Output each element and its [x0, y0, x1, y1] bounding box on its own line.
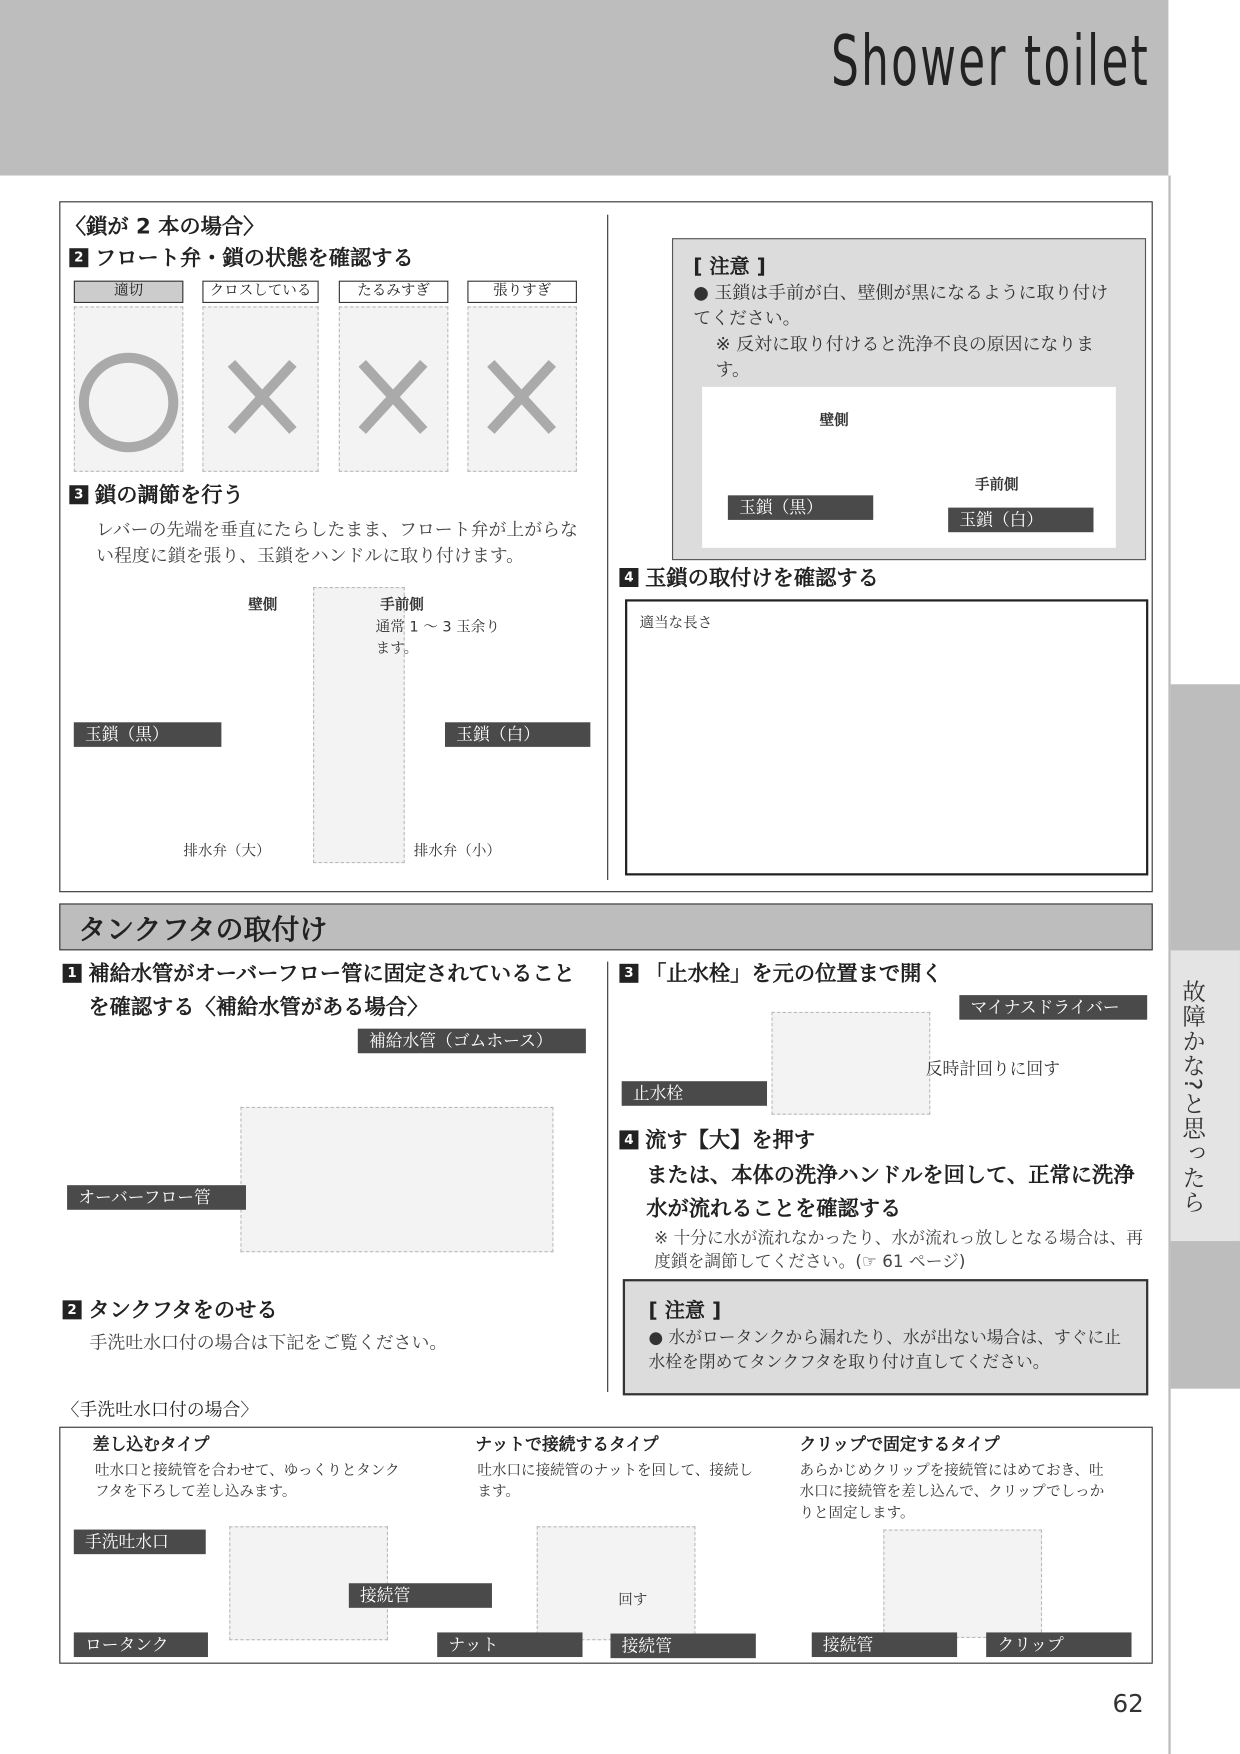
overflow-pipe-illustration [240, 1107, 553, 1252]
caution-white-label: 玉鎖（白） [948, 508, 1093, 533]
step-number: 1 [63, 964, 82, 983]
small-drain-label: 排水弁（小） [413, 843, 501, 860]
step-title: 流す【大】を押す [645, 1128, 816, 1153]
lid-caution-text: ● 水がロータンクから漏れたり、水が出ない場合は、すぐに止水栓を閉めてタンクフタを取り付け直してください。 [648, 1327, 1121, 1372]
step-number: 3 [619, 964, 638, 983]
lid-caution-title: [ 注意 ] [648, 1299, 722, 1323]
chain-length-illustration [625, 599, 1148, 875]
nut-type-title: ナットで接続するタイプ [475, 1434, 659, 1455]
insert-type-text: 吐水口と接続管を合わせて、ゆっくりとタンクフタを下ろして差し込みます。 [95, 1462, 400, 1501]
proper-length-label: 適当な長さ [639, 614, 713, 632]
shower-toilet-logo: Shower toilet [831, 20, 1151, 102]
faucet-spout-label: 手洗吐水口 [74, 1530, 206, 1555]
overflow-pipe-label: オーバーフロー管 [67, 1185, 246, 1210]
lid-section-title: タンクフタの取付け [78, 913, 328, 946]
column-divider [607, 962, 608, 1392]
caution-black-label: 玉鎖（黒） [728, 495, 873, 520]
step-number: 3 [69, 485, 88, 504]
nut-type-illustration [537, 1526, 696, 1640]
wall-side-label: 壁側 [248, 597, 278, 614]
counterclockwise-label: 反時計回りに回す [925, 1058, 1060, 1079]
white-chain-label: 玉鎖（白） [445, 722, 590, 747]
nut-label: ナット [437, 1632, 582, 1657]
step4-heading [619, 561, 878, 595]
faucet-heading: 〈手洗吐水口付の場合〉 [61, 1398, 259, 1420]
step3-text: レバーの先端を垂直にたらしたまま、フロート弁が上がらない程度に鎖を張り、玉鎖をハンドルに取り付けます。 [96, 518, 578, 566]
step-title: タンクフタをのせる [88, 1298, 278, 1323]
spare-beads-label: 通常 1 ～ 3 玉余ります。 [375, 619, 500, 658]
side-tab-label: 故障かな?と思ったら [1179, 979, 1207, 1215]
caution-text: ● 玉鎖は手前が白、壁側が黒になるように取り付けてください。 [693, 281, 1109, 329]
large-drain-label: 排水弁（大） [183, 843, 271, 860]
black-chain-label: 玉鎖（黒） [74, 722, 222, 747]
lid-step1-heading [63, 957, 594, 1024]
clip-type-title: クリップで固定するタイプ [799, 1434, 1000, 1455]
lid-step4-heading [619, 1124, 815, 1158]
step-title: フロート弁・鎖の状態を確認する [95, 245, 414, 271]
state-tag-crossed: クロスしている [202, 281, 318, 303]
step-title: 「止水栓」を元の位置まで開く [645, 961, 943, 987]
lid-step2-text: 手洗吐水口付の場合は下記をご覧ください。 [89, 1331, 448, 1353]
stop-valve-label: 止水栓 [622, 1081, 767, 1106]
clip-type-text: あらかじめクリップを接続管にはめておき、吐水口に接続管を差し込んで、クリップでしっかりと固定します。 [799, 1462, 1105, 1522]
lid-step3-heading [619, 957, 942, 991]
insert-type-title: 差し込むタイプ [92, 1434, 210, 1455]
caution-front-label: 手前側 [974, 477, 1019, 495]
step-number: 4 [619, 1130, 638, 1149]
step-title: 補給水管がオーバーフロー管に固定されていることを確認する〈補給水管がある場合〉 [88, 961, 575, 1020]
step2-heading [69, 242, 413, 276]
clip-connector-pipe-label: 接続管 [812, 1632, 957, 1657]
lid-step4-subtitle: または、本体の洗浄ハンドルを回して、正常に洗浄水が流れることを確認する [646, 1162, 1135, 1221]
hose-label: 補給水管（ゴムホース） [358, 1029, 586, 1054]
column-divider [607, 215, 608, 880]
step-number: 2 [63, 1300, 82, 1319]
step-title: 鎖の調節を行う [95, 483, 244, 508]
float-valve-ok-illustration [74, 306, 184, 471]
state-tag-ok: 適切 [74, 281, 184, 303]
turn-label: 回す [618, 1592, 648, 1609]
float-valve-tight-illustration [467, 306, 577, 471]
step-title: 玉鎖の取付けを確認する [645, 565, 879, 591]
float-valve-crossed-illustration [202, 306, 318, 471]
state-tag-tight: 張りすぎ [467, 281, 577, 303]
caution-subnote: ※ 反対に取り付けると洗浄不良の原因になります。 [715, 333, 1095, 381]
low-tank-label: ロータンク [74, 1632, 208, 1657]
connector-pipe-label: 接続管 [349, 1583, 492, 1608]
lid-step4-note: ※ 十分に水が流れなかったり、水が流れっ放しとなる場合は、再度鎖を調節してください。(☞ 61 ページ) [654, 1227, 1144, 1272]
float-valve-slack-illustration [339, 306, 449, 471]
step-number: 4 [619, 568, 638, 587]
caution-wall-label: 壁側 [819, 412, 849, 430]
nut-type-text: 吐水口に接続管のナットを回して、接続します。 [477, 1462, 754, 1501]
clip-label: クリップ [986, 1632, 1131, 1657]
state-tag-slack: たるみすぎ [339, 281, 449, 303]
front-side-label: 手前側 [380, 597, 424, 614]
step3-heading [69, 479, 243, 513]
nut-connector-pipe-label: 接続管 [610, 1634, 755, 1659]
clip-type-illustration [883, 1530, 1042, 1638]
step-number: 2 [69, 248, 88, 267]
caution-title: [ 注意 ] [693, 254, 766, 279]
chain-heading: 〈鎖が 2 本の場合〉 [64, 214, 265, 240]
lid-step2-heading [63, 1294, 278, 1328]
page-number: 62 [1112, 1690, 1144, 1719]
stop-valve-illustration [771, 1012, 930, 1115]
screwdriver-label: マイナスドライバー [959, 995, 1147, 1020]
caution-text-body: 玉鎖は手前が白、壁側が黒になるように取り付けてください。 [693, 281, 1109, 329]
